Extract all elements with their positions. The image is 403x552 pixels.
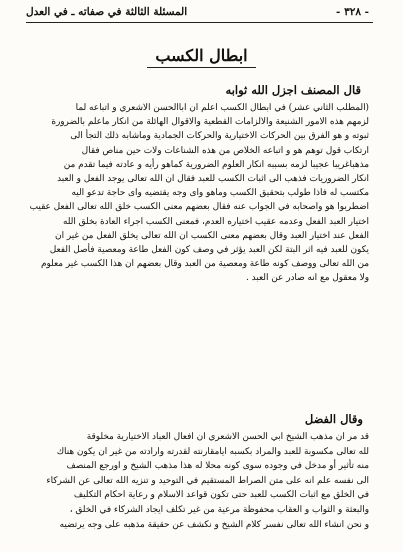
body-line: الى نفسه علم انه على متن الصراط المستقيم في التوحيد و تنزيه الله تعالى عن الشركاء xyxy=(46,475,369,486)
body-line: ولا معقول مع انه صادر عن العبد . xyxy=(246,273,369,284)
section1-heading: قال المصنف اجزل الله ثوابه xyxy=(225,83,361,97)
section1-body xyxy=(28,101,369,286)
body-line: اضطربوا هو واصحابه في الجواب عنه فقال بعضهم معنى الكسب خلق الله تعالى الفعل عقيب xyxy=(29,202,369,213)
body-line: لزمهم هذه الامور الشنيعة والالزامات القطعية والاقوال الهائلة من انكار ماعلم بالضرورة xyxy=(51,117,369,128)
body-line: مذهباغريبا عجيبا لزمه بسببه انكار العلوم الضرورية كماهو رأيه و عادته فيما تقدم من xyxy=(63,159,369,170)
body-line: منه تأثير أو مدخل في وجوده سوى كونه محلا له هذا مذهب الشيخ و اورجع المنصف xyxy=(66,461,369,472)
running-title: المسئلة الثالثة في صفاته ـ في العدل xyxy=(26,6,188,18)
body-line: في الخلق مع اثبات الكسب للعبد حتى تكون قواعد الاسلام و رعاية احكام التكليف xyxy=(73,490,369,501)
page-number: - ٣٢٨ - xyxy=(336,6,369,18)
body-line: و نحن انشاء الله تعالى نفسر كلام الشيخ و نكشف عن حقيقة مذهبه على وجه يرتضيه xyxy=(59,519,369,530)
section2-heading: وقال الفضل xyxy=(304,412,363,426)
body-line: لله تعالى مكسوبة للعبد والمراد بكسبه ايامقارنته لقدرته وارادته من غير ان يكون هناك xyxy=(56,446,369,457)
body-line: مكتسب له فاذا طولب بتحقيق الكسب وماهو واى وجه يقتضيه واى حاجة تدعو اليه xyxy=(71,188,369,199)
running-header xyxy=(26,6,369,20)
body-line: (المطلب الثاني عشر) في ابطال الكسب اعلم ان اباالحسن الاشعري و اتباعه لما xyxy=(75,103,369,113)
chapter-title-text: ابطال الكسب xyxy=(147,46,255,68)
body-line: الفعل عند اختيار العبد وقال بعضهم معنى الكسب ان الله تعالى يخلق الفعل من غير ان xyxy=(55,230,369,241)
body-line: اختيار العبد الفعل وعدمه عقيب اختياره العدم، فمعنى الكسب اجراء العادة بخلق الله xyxy=(62,216,369,227)
body-line: ثبوته و هو الفرق بين الحركات الاختيارية والحركات الجمادية وماشابه ذلك التجأ الى xyxy=(70,131,369,142)
chapter-title xyxy=(0,46,403,68)
body-line: من الله تعالى ووصف كونه طاعة ومعصية من العبد وقال بعضهم ان هذا الكسب غير معلوم xyxy=(40,259,369,270)
body-line: ارتكاب قول توهم هو و اتباعه الخلاص من هذه الشناعات ولات حين مناص فقال xyxy=(81,145,369,156)
body-line: يكون للعبد فيه اثر البتة لكن العبد يؤثر في وصف كون الفعل طاعة ومعصية فأصل الفعل xyxy=(49,245,369,256)
section2-body xyxy=(28,430,369,532)
body-line: انكار الضروريات فذهب الى اثبات الكسب للعبد فقال ان الله تعالى يوجد الفعل و العبد xyxy=(57,174,369,185)
header-rule xyxy=(26,22,373,23)
body-line: قد مر ان مذهب الشيخ ابي الحسن الاشعري ان افعال العباد الاختيارية مخلوقة xyxy=(86,432,369,442)
body-line: والبعثة و الثواب و العقاب محفوظة مرعية من غير تكلف ايجاد الشركاء في الخلق ، xyxy=(69,504,369,515)
